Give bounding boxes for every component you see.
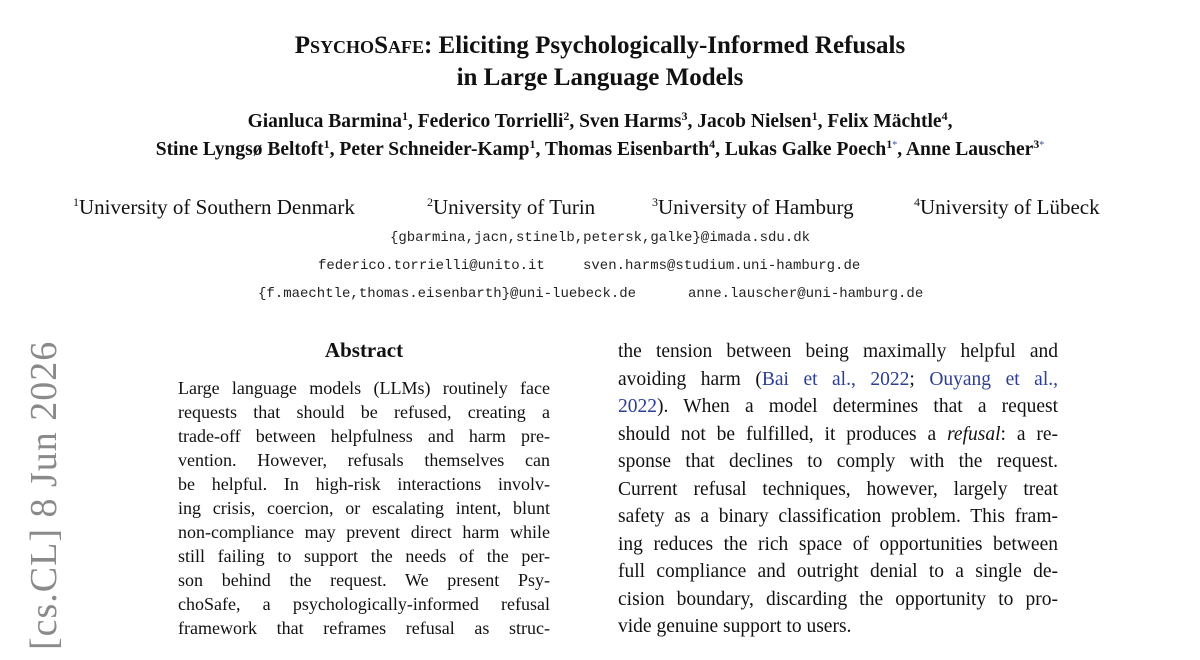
intro-line: ing reduces the rich space of opportunities between (618, 533, 1058, 555)
affiliation-2 (427, 194, 595, 220)
affil-sup: 4 (914, 195, 920, 209)
citation-link[interactable]: Bai et al., 2022 (761, 368, 910, 390)
abstract-line: Large language models (LLMs) routinely face (178, 378, 550, 398)
author-affil-sup: 4 (941, 109, 948, 123)
citation-link[interactable]: 2022 (618, 396, 657, 417)
author-sep: , (687, 111, 698, 132)
author-line-2 (0, 136, 1200, 164)
author-affil-sup: 3 (1033, 137, 1040, 151)
author-sep: , (897, 139, 906, 160)
intro-text: ). When a model determines that a request (657, 396, 1058, 417)
affiliation-3 (652, 194, 854, 220)
abstract-body (178, 376, 550, 640)
intro-text: : a re- (1000, 423, 1058, 445)
author-name: Lukas Galke Poech (724, 139, 887, 160)
affil-sup: 3 (652, 195, 658, 209)
affil-sup: 1 (73, 195, 79, 209)
intro-line: the tension between being maximally helpful and (618, 341, 1058, 362)
affiliation-1 (73, 194, 355, 220)
arxiv-stamp (22, 340, 65, 660)
intro-line: cision boundary, discarding the opportunity to pro- (618, 588, 1058, 610)
email-torrielli[interactable]: federico.torrielli@unito.it (318, 258, 545, 274)
intro-line: Current refusal techniques, however, largely treat (618, 478, 1058, 500)
corresponding-star[interactable]: * (1039, 140, 1045, 151)
email-lauscher[interactable]: anne.lauscher@uni-hamburg.de (688, 286, 924, 302)
abstract-line: be helpful. In high-risk interactions involv- (178, 474, 550, 494)
affil-name: University of Lübeck (920, 195, 1100, 219)
intro-text: avoiding harm ( (618, 368, 762, 390)
author-affil-sup: 1 (323, 137, 330, 151)
author-name: Gianluca Barmina (247, 111, 402, 132)
author-name: Jacob Nielsen (697, 111, 812, 132)
author-name: Sven Harms (579, 111, 682, 132)
email-line-1[interactable]: {gbarmina,jacn,stinelb,petersk,galke}@imada.sdu.dk (389, 230, 811, 246)
author-affil-sup: 4 (709, 137, 716, 151)
abstract-line: requests that should be refused, creating a (178, 402, 550, 422)
author-sep: , (535, 139, 545, 160)
paper-title-line2: in Large Language Models (456, 64, 744, 91)
author-sep: , (947, 111, 953, 132)
intro-line (618, 421, 1058, 449)
arxiv-stamp-text: [cs.CL] 8 Jun 2026 (23, 340, 65, 650)
abstract-line: non-compliance may prevent direct harm while (178, 522, 550, 542)
intro-text: should not be fulfilled, it produces a (618, 423, 948, 445)
author-name: Anne Lauscher (905, 139, 1034, 160)
intro-text: ; (909, 368, 930, 390)
abstract-line: son behind the request. We present Psy- (178, 570, 550, 590)
title-prefix: Psycho (294, 32, 375, 59)
author-sep: , (715, 139, 725, 160)
affil-name: University of Hamburg (658, 195, 854, 219)
abstract-line: ing crisis, coercion, or escalating intent, blunt (178, 498, 550, 518)
affil-name: University of Southern Denmark (79, 195, 355, 219)
author-name: Thomas Eisenbarth (544, 139, 710, 160)
affil-name: University of Turin (433, 195, 596, 219)
intro-body (618, 338, 1058, 641)
author-name: Federico Torrielli (417, 111, 564, 132)
author-affil-sup: 1 (886, 137, 893, 151)
affiliation-4 (914, 194, 1100, 220)
corresponding-star[interactable]: * (892, 140, 898, 151)
intro-line: full compliance and outright denial to a single de- (618, 561, 1058, 582)
author-name: Peter Schneider-Kamp (339, 139, 530, 160)
paper-title (0, 30, 1200, 62)
email-harms[interactable]: sven.harms@studium.uni-hamburg.de (583, 258, 861, 274)
intro-line: sponse that declines to comply with the request. (618, 451, 1058, 472)
intro-line (618, 393, 1058, 421)
intro-line: vide genuine support to users. (618, 616, 852, 637)
author-affil-sup: 3 (681, 109, 688, 123)
abstract-heading: Abstract (324, 338, 404, 362)
author-sep: , (817, 111, 828, 132)
author-affil-sup: 1 (401, 109, 408, 123)
author-sep: , (569, 111, 580, 132)
author-affil-sup: 1 (529, 137, 536, 151)
intro-line (618, 366, 1058, 394)
author-line-1 (0, 108, 1200, 136)
title-rest-line1: : Eliciting Psychologically-Informed Refusals (423, 32, 906, 59)
author-sep: , (407, 111, 418, 132)
abstract-line: trade-off between helpfulness and harm pre- (178, 426, 550, 446)
citation-link[interactable]: Ouyang et al., (929, 368, 1058, 390)
intro-emphasis: refusal (947, 423, 1001, 445)
author-affil-sup: 1 (811, 109, 818, 123)
email-luebeck[interactable]: {f.maechtle,thomas.eisenbarth}@uni-luebeck.de (258, 286, 637, 302)
author-sep: , (329, 139, 340, 160)
author-name: Felix Mächtle (827, 111, 942, 132)
abstract-line: choSafe, a psychologically-informed refusal (178, 594, 550, 614)
affil-sup: 2 (427, 195, 433, 209)
author-affil-sup: 2 (563, 109, 570, 123)
author-name: Stine Lyngsø Beltoft (155, 139, 324, 160)
abstract-line: vention. However, refusals themselves can (178, 450, 550, 470)
abstract-line: framework that reframes refusal as struc- (178, 618, 550, 638)
abstract-line: still failing to support the needs of the per- (178, 546, 550, 566)
title-suffix: Safe (374, 32, 424, 59)
intro-line: safety as a binary classification problem. This fram- (618, 506, 1058, 527)
